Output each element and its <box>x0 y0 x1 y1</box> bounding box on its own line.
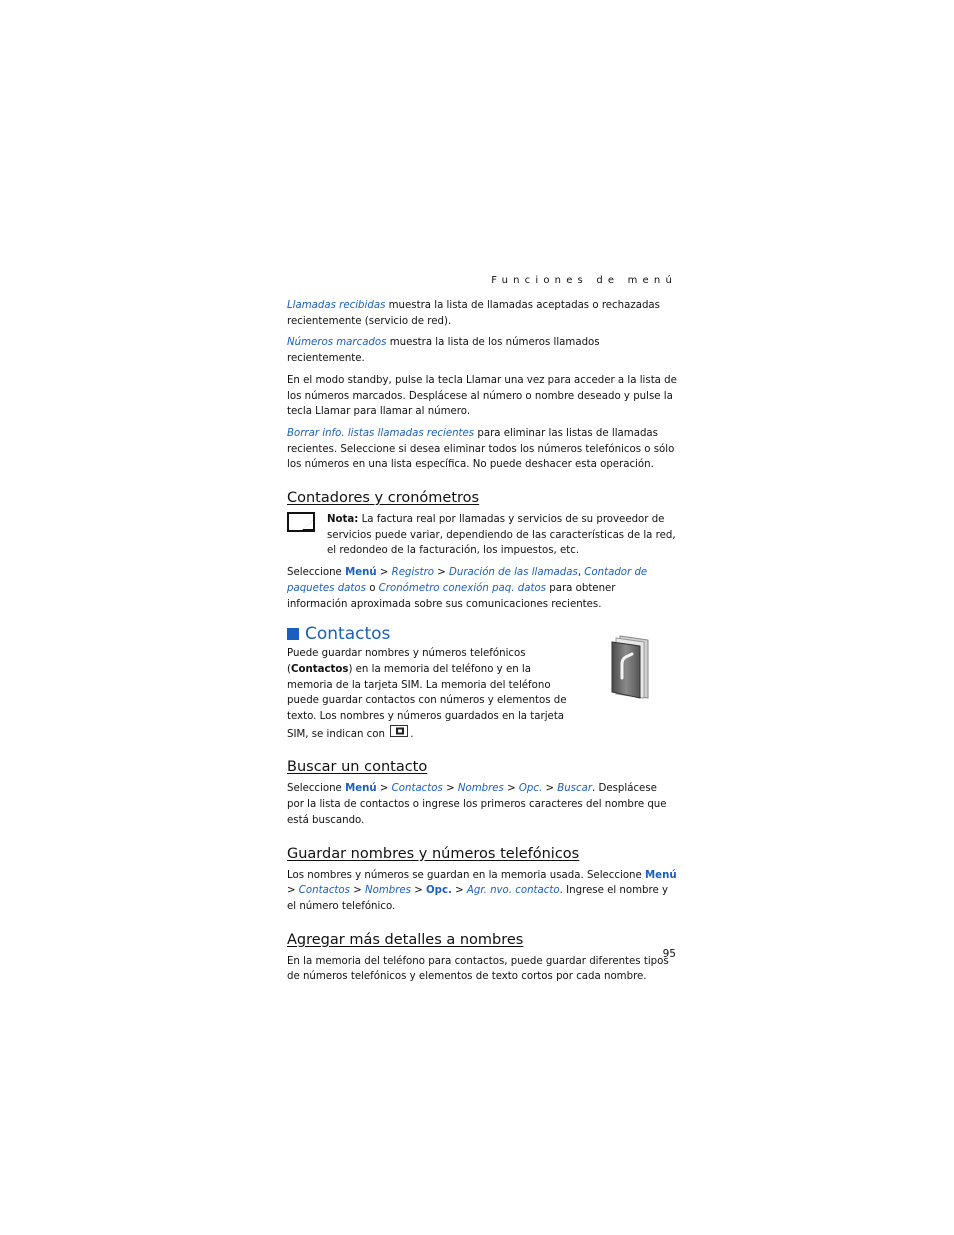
note-body: La factura real por llamadas y servicios de su proveedor de servicios puede variar, dependiendo de las características de la red, el redondeo de la facturación, los impuestos, etc. <box>327 514 676 557</box>
comma: , <box>577 567 585 579</box>
paragraph-numeros-marcados <box>287 335 677 366</box>
note-label: Nota: <box>327 514 359 526</box>
paragraph-guardar <box>287 868 677 915</box>
link-opc: Opc. <box>518 783 543 795</box>
heading-contadores: Contadores y cronómetros <box>287 490 480 507</box>
note-text <box>327 512 677 559</box>
heading-buscar: Buscar un contacto <box>287 759 428 776</box>
paragraph-contadores-path <box>287 565 677 612</box>
sep: > <box>411 885 427 897</box>
link-numeros-marcados: Números marcados <box>287 337 387 349</box>
paragraph-standby: En el modo standby, pulse la tecla Llamar una vez para acceder a la lista de los números marcados. Desplácese al número o nombre deseado y pulse la tecla Llamar para llamar al número. <box>287 374 677 418</box>
link-nombres: Nombres <box>457 783 504 795</box>
sep: > <box>503 783 519 795</box>
menu-opc: Opc. <box>426 885 452 897</box>
text: muestra la lista de llamadas aceptadas o rechazadas recientemente (servicio de red). <box>287 300 660 327</box>
heading-contactos-label: Contactos <box>305 624 391 645</box>
sim-card-icon <box>390 725 408 743</box>
running-header: Funciones de menú <box>491 275 677 286</box>
paragraph-llamadas-recibidas <box>287 298 677 329</box>
link-duracion: Duración de las llamadas <box>449 567 578 579</box>
text: ) en la memoria del teléfono y en la memoria de la tarjeta SIM. La memoria del teléfono puede guardar contactos con números y elementos de texto. Los nombres y números guardados en la tarjeta SIM, se indican con <box>287 663 567 740</box>
sep: > <box>349 885 365 897</box>
text: muestra la lista de los números llamados recientemente. <box>287 337 600 365</box>
text: . Desplácese por la lista de contactos o ingrese los primeros caracteres del nombre que está buscando. <box>287 783 667 826</box>
link-contactos: Contactos <box>298 885 350 897</box>
contacts-folder-icon <box>610 634 652 704</box>
menu-label: Menú <box>645 869 677 881</box>
or: o <box>365 582 379 594</box>
sep: > <box>376 567 392 579</box>
page-content <box>287 298 677 991</box>
menu-label: Menú <box>345 783 377 795</box>
contactos-section <box>287 646 677 742</box>
heading-guardar: Guardar nombres y números telefónicos <box>287 845 580 862</box>
sep: > <box>376 783 392 795</box>
text: para obtener información aproximada sobre sus comunicaciones recientes. <box>287 582 616 610</box>
link-borrar-info: Borrar info. listas llamadas recientes <box>287 427 475 439</box>
text: Puede guardar nombres y números telefónicos ( <box>287 648 526 675</box>
link-nombres: Nombres <box>364 885 411 897</box>
paragraph-buscar <box>287 781 677 828</box>
sep: > <box>287 885 299 897</box>
sep: > <box>442 783 458 795</box>
text: . Ingrese el nombre y el número telefónico. <box>287 885 668 912</box>
link-agr-nvo-contacto: Agr. nvo. contacto <box>466 885 560 897</box>
text: . <box>410 728 414 740</box>
link-registro: Registro <box>391 567 435 579</box>
note-icon <box>287 512 319 559</box>
menu-label: Menú <box>345 567 377 579</box>
sep: > <box>434 567 450 579</box>
text: Seleccione <box>287 567 346 579</box>
text: Seleccione <box>287 783 346 795</box>
text: Los nombres y números se guardan en la memoria usada. Seleccione <box>287 869 646 881</box>
link-contactos: Contactos <box>391 783 443 795</box>
bold-contactos: Contactos <box>290 663 349 675</box>
sep: > <box>451 885 467 897</box>
paragraph-borrar <box>287 426 677 473</box>
note-box <box>287 512 677 559</box>
link-cronometro: Cronómetro conexión paq. datos <box>378 582 546 594</box>
heading-agregar: Agregar más detalles a nombres <box>287 931 524 948</box>
paragraph-contactos <box>287 646 572 742</box>
section-marker-icon <box>287 628 299 640</box>
text: para eliminar las listas de llamadas recientes. Seleccione si desea eliminar todos los números telefónicos o sólo los números en una lista específica. No puede deshacer esta operación. <box>287 427 675 471</box>
sep: > <box>542 783 558 795</box>
page-number: 95 <box>662 948 676 960</box>
link-contador-paquetes: Contador de paquetes datos <box>287 567 648 594</box>
link-llamadas-recibidas: Llamadas recibidas <box>287 300 386 311</box>
paragraph-agregar: En la memoria del teléfono para contactos, puede guardar diferentes tipos de números telefónicos y elementos de texto cortos por cada nombre. <box>287 955 669 983</box>
link-buscar: Buscar <box>557 783 593 795</box>
